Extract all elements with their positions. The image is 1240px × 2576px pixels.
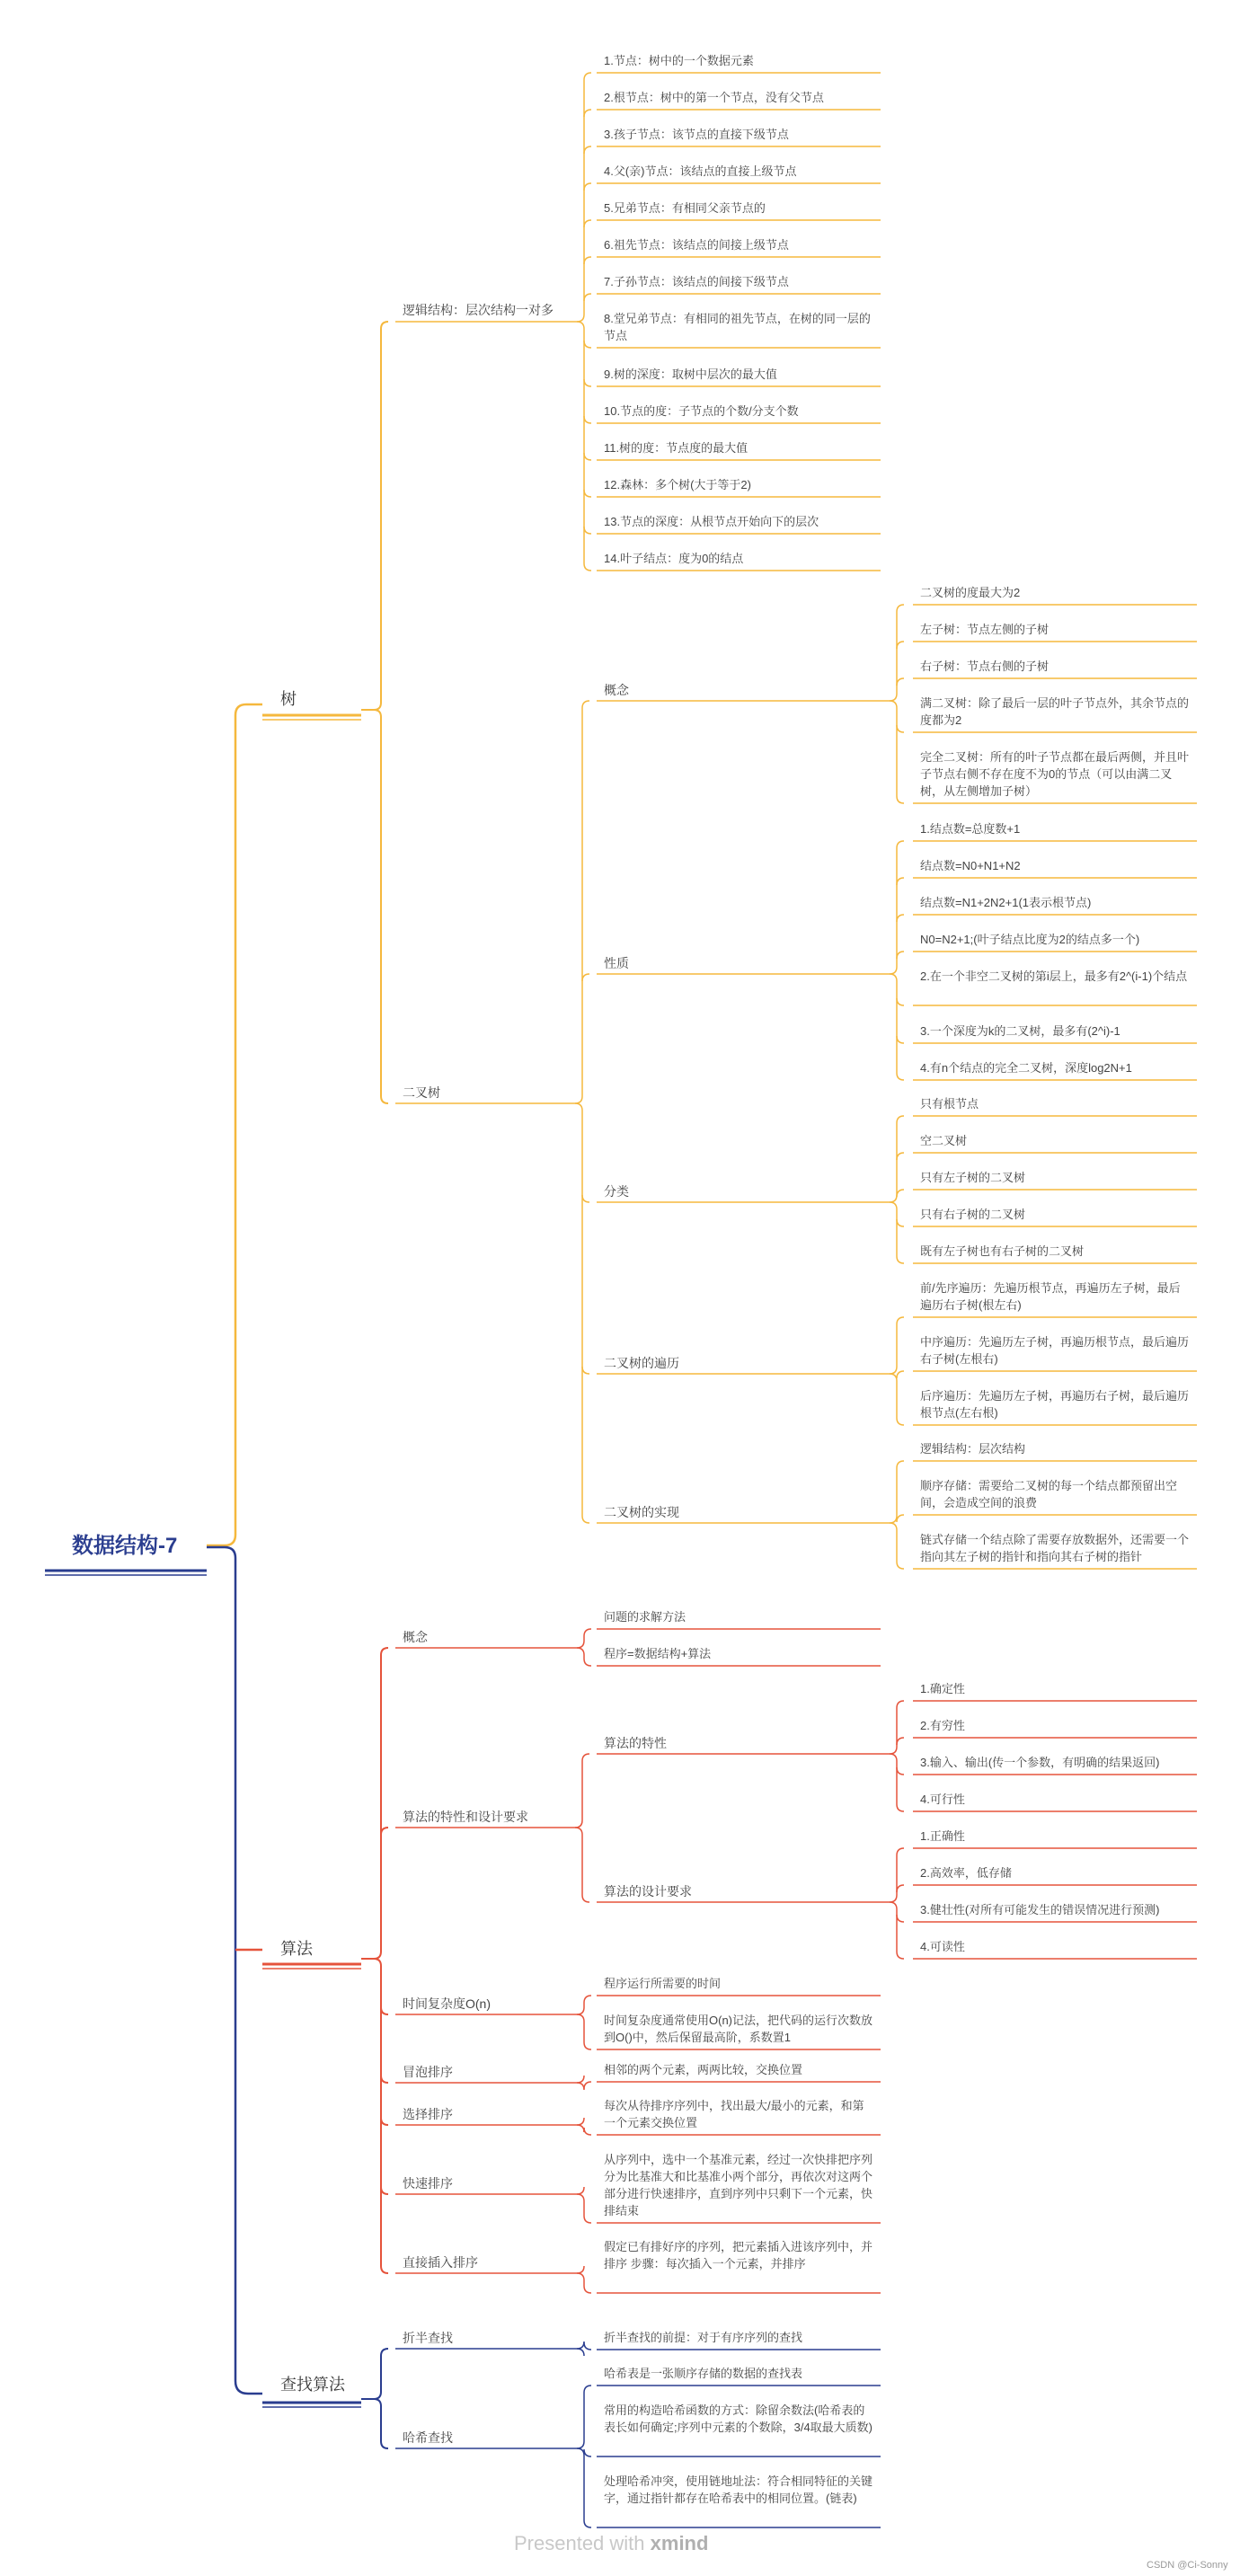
- connector-curve: [575, 1828, 582, 1835]
- leaf-item[interactable]: 顺序存储：需要给二叉树的每一个结点都预留出空间，会造成空间的浪费: [920, 1479, 1178, 1509]
- topic-binary-classify[interactable]: 分类: [604, 1184, 629, 1199]
- topic-tree[interactable]: 树: [280, 690, 297, 708]
- connector-curve: [381, 2007, 388, 2014]
- leaf-item[interactable]: 空二叉树: [920, 1134, 968, 1147]
- connector-curve: [881, 1516, 897, 1523]
- connector-curve: [897, 998, 904, 1005]
- leaf-item[interactable]: 满二叉树：除了最后一层的叶子节点外，其余节点的度都为2: [920, 696, 1190, 727]
- leaf-item[interactable]: 3.孩子节点：该节点的直接下级节点: [604, 128, 789, 141]
- leaf-item[interactable]: 3.输入、输出(传一个参数，有明确的结果返回): [920, 1756, 1160, 1769]
- connector-curve: [568, 1820, 582, 1828]
- leaf-item[interactable]: 2.根节点：树中的第一个节点，没有父节点: [604, 91, 824, 104]
- leaf-item[interactable]: 时间复杂度通常使用O(n)记法，把代码的运行次数放到O()中，然后保留最高阶，系数置1: [604, 2014, 873, 2044]
- connector-curve: [577, 2349, 584, 2356]
- connector-curve: [881, 1747, 897, 1754]
- connector-curve: [897, 841, 904, 848]
- connector-curve: [568, 2341, 584, 2349]
- leaf-item[interactable]: 前/先序遍历：先遍历根节点，再遍历左子树，最后遍历右子树(根左右): [920, 1281, 1181, 1312]
- leaf-item[interactable]: 6.祖先节点：该结点的间接上级节点: [604, 238, 789, 252]
- xmind-watermark: Presented with xmind: [514, 2532, 709, 2554]
- connector-curve: [897, 1073, 904, 1080]
- topic-binary-search[interactable]: 折半查找: [403, 2331, 453, 2345]
- leaf-item[interactable]: 4.可行性: [920, 1793, 965, 1806]
- connector-curve: [890, 1523, 897, 1530]
- connector-curve: [584, 341, 591, 348]
- connector-curve: [881, 694, 897, 701]
- connector-curve: [582, 1754, 589, 1761]
- connector-curve: [584, 416, 591, 423]
- connector-curve: [582, 1195, 589, 1202]
- leaf-item[interactable]: 2.在一个非空二叉树的第i层上，最多有2^(i-1)个结点: [920, 969, 1188, 983]
- connector-curve: [584, 1629, 591, 1636]
- connector-curve: [207, 704, 262, 1545]
- leaf-item[interactable]: 相邻的两个元素，两两比较，交换位置: [604, 2063, 803, 2076]
- connector-curve: [897, 952, 904, 959]
- connector-curve: [897, 1915, 904, 1922]
- connector-curve: [584, 2286, 591, 2293]
- connector-curve: [890, 1902, 897, 1909]
- connector-curve: [584, 110, 591, 117]
- topic-algo-quick[interactable]: 快速排序: [403, 2176, 453, 2191]
- leaf-item[interactable]: 逻辑结构：层次结构: [920, 1442, 1026, 1456]
- connector-curve: [584, 2128, 591, 2135]
- connector-curve: [584, 527, 591, 534]
- leaf-item[interactable]: 问题的求解方法: [604, 1610, 686, 1624]
- connector-curve: [361, 2392, 381, 2399]
- connector-curve: [374, 2399, 381, 2406]
- leaf-item[interactable]: 3.一个深度为k的二叉树，最多有(2^i)-1: [920, 1024, 1120, 1038]
- connector-curve: [890, 1202, 897, 1209]
- connector-curve: [584, 146, 591, 154]
- leaf-item[interactable]: 只有右子树的二叉树: [920, 1208, 1026, 1221]
- connector-curve: [897, 1952, 904, 1959]
- connector-curve: [584, 2042, 591, 2049]
- connector-curve: [381, 2076, 388, 2083]
- topic-algo-insert[interactable]: 直接插入排序: [403, 2255, 478, 2270]
- connector-curve: [568, 1641, 584, 1648]
- topic-algorithm[interactable]: 算法: [280, 1940, 313, 1958]
- leaf-item[interactable]: 中序遍历：先遍历左子树，再遍历根节点，最后遍历右子树(左根右): [920, 1335, 1190, 1366]
- topic-binary-tree[interactable]: 二叉树: [403, 1085, 440, 1100]
- leaf-item[interactable]: 结点数=N1+2N2+1(1表示根节点): [920, 896, 1092, 909]
- leaf-item[interactable]: 2.高效率，低存储: [920, 1866, 1012, 1880]
- leaf-item[interactable]: 常用的构造哈希函数的方式：除留余数法(哈希表的表长如何确定;序列中元素的个数除，3/4取最大质数): [604, 2403, 873, 2434]
- connector-curve: [897, 1219, 904, 1226]
- topic-algo-traits[interactable]: 算法的特性: [604, 1736, 667, 1750]
- connector-curve: [584, 2386, 591, 2393]
- connector-curve: [381, 2441, 388, 2448]
- leaf-item[interactable]: 4.有n个结点的完全二叉树，深度log2N+1: [920, 1061, 1132, 1075]
- connector-curve: [381, 2187, 388, 2194]
- connector-curve: [897, 1562, 904, 1569]
- topic-algo-design[interactable]: 算法的设计要求: [604, 1884, 692, 1899]
- connector-curve: [897, 1371, 904, 1378]
- connector-curve: [584, 490, 591, 497]
- connector-curve: [584, 379, 591, 386]
- topic-binary-concept[interactable]: 概念: [604, 683, 629, 697]
- leaf-item[interactable]: 完全二叉树：所有的叶子节点都在最后两侧，并且叶子节点右侧不存在度不为0的节点（可以由满二叉树，从左侧增加子树）: [920, 750, 1190, 798]
- connector-curve: [381, 322, 388, 329]
- connector-curve: [897, 1767, 904, 1775]
- topic-algo-feature[interactable]: 算法的特性和设计要求: [403, 1810, 528, 1824]
- connector-curve: [890, 1754, 897, 1761]
- connector-curve: [568, 2266, 584, 2273]
- leaf-item[interactable]: N0=N2+1;(叶子结点比度为2的结点多一个): [920, 933, 1140, 946]
- connector-curve: [897, 1738, 904, 1745]
- connector-curve: [568, 1096, 582, 1103]
- leaf-item[interactable]: 1.正确性: [920, 1829, 965, 1843]
- connector-curve: [897, 678, 904, 686]
- connector-curve: [890, 701, 897, 708]
- connector-curve: [584, 2342, 591, 2350]
- leaf-item[interactable]: 1.结点数=总度数+1: [920, 822, 1021, 836]
- topic-algo-select[interactable]: 选择排序: [403, 2107, 453, 2121]
- connector-curve: [897, 725, 904, 732]
- connector-curve: [897, 1804, 904, 1811]
- leaf-item[interactable]: 13.节点的深度：从根节点开始向下的层次: [604, 515, 819, 528]
- topic-binary-traverse[interactable]: 二叉树的遍历: [604, 1356, 679, 1370]
- leaf-item[interactable]: 9.树的深度：取树中层次的最大值: [604, 367, 777, 381]
- connector-curve: [577, 2194, 584, 2201]
- topic-binary-impl[interactable]: 二叉树的实现: [604, 1505, 679, 1519]
- connector-curve: [897, 915, 904, 922]
- leaf-item[interactable]: 1.节点：树中的一个数据元素: [604, 54, 754, 67]
- connector-curve: [582, 1516, 589, 1523]
- connector-curve: [577, 1648, 584, 1655]
- connector-curve: [584, 2082, 591, 2089]
- connector-curve: [582, 1367, 589, 1374]
- connector-curve: [584, 73, 591, 80]
- connector-curve: [897, 1036, 904, 1043]
- connector-curve: [381, 1648, 388, 1655]
- topic-algo-concept[interactable]: 概念: [403, 1630, 428, 1644]
- connector-curve: [897, 878, 904, 885]
- leaf-item[interactable]: 程序=数据结构+算法: [604, 1647, 712, 1660]
- connector-curve: [584, 220, 591, 227]
- leaf-item[interactable]: 8.堂兄弟节点：有相同的祖先节点，在树的同一层的节点: [604, 312, 871, 342]
- topic-binary-property[interactable]: 性质: [604, 956, 629, 970]
- leaf-item[interactable]: 11.树的度：节点度的最大值: [604, 441, 748, 455]
- connector-curve: [881, 967, 897, 974]
- connector-curve: [568, 2187, 584, 2194]
- leaf-item[interactable]: 5.兄弟节点：有相同父亲节点的: [604, 201, 766, 215]
- connector-curve: [881, 1195, 897, 1202]
- connector-curve: [381, 1828, 388, 1835]
- connector-curve: [897, 1190, 904, 1197]
- leaf-item[interactable]: 哈希表是一张顺序存储的数据的查找表: [604, 2367, 803, 2380]
- connector-curve: [381, 2349, 388, 2356]
- connector-curve: [897, 1885, 904, 1892]
- connector-curve: [381, 2266, 388, 2273]
- topic-algo-time[interactable]: 时间复杂度O(n): [403, 1996, 491, 2011]
- root-topic[interactable]: 数据结构-7: [72, 1534, 178, 1558]
- connector-curve: [568, 2076, 584, 2083]
- connector-curve: [584, 294, 591, 301]
- connector-curve: [577, 2273, 584, 2280]
- connector-curve: [582, 974, 589, 981]
- leaf-item[interactable]: 左子树：节点左侧的子树: [920, 623, 1050, 636]
- connector-curve: [568, 2441, 584, 2448]
- leaf-item[interactable]: 既有左子树也有右子树的二叉树: [920, 1244, 1085, 1258]
- connector-curve: [361, 703, 381, 710]
- connector-curve: [897, 1701, 904, 1708]
- connector-curve: [584, 2216, 591, 2223]
- leaf-item[interactable]: 假定已有排好序的序列，把元素插入进该序列中，并排序 步骤：每次插入一个元素，并排序: [604, 2240, 873, 2271]
- connector-curve: [897, 1116, 904, 1123]
- leaf-item[interactable]: 7.子孙节点：该结点的间接下级节点: [604, 275, 789, 288]
- connector-curve: [374, 1959, 381, 1966]
- connector-curve: [577, 2014, 584, 2022]
- connector-curve: [568, 2118, 584, 2125]
- connector-curve: [897, 1848, 904, 1855]
- connector-curve: [584, 257, 591, 264]
- connector-curve: [577, 2125, 584, 2132]
- connector-curve: [584, 453, 591, 460]
- connector-curve: [897, 1317, 904, 1324]
- leaf-item[interactable]: 14.叶子结点：度为0的结点: [604, 552, 744, 565]
- leaf-item[interactable]: 3.健壮性(对所有可能发生的错误情况进行预测): [920, 1903, 1160, 1917]
- connector-curve: [577, 322, 584, 329]
- connector-curve: [207, 1547, 262, 2394]
- connector-curve: [584, 2449, 591, 2456]
- connector-curve: [890, 1374, 897, 1381]
- leaf-item[interactable]: 后序遍历：先遍历左子树，再遍历右子树，最后遍历根节点(左右根): [920, 1389, 1190, 1420]
- leaf-item[interactable]: 链式存储一个结点除了需要存放数据外，还需要一个指向其左子树的指针和指向其右子树的指针: [920, 1533, 1190, 1563]
- leaf-item[interactable]: 4.父(亲)节点：该结点的直接上级节点: [604, 164, 797, 178]
- connector-curve: [582, 701, 589, 708]
- leaf-item[interactable]: 只有左子树的二叉树: [920, 1171, 1026, 1184]
- connector-curve: [381, 1096, 388, 1103]
- leaf-item[interactable]: 10.节点的度：子节点的个数/分支个数: [604, 404, 799, 418]
- leaf-item[interactable]: 每次从待排序序列中，找出最大/最小的元素，和第一个元素交换位置: [604, 2099, 864, 2129]
- connector-curve: [575, 1103, 582, 1111]
- leaf-item[interactable]: 2.有穷性: [920, 1719, 965, 1732]
- leaf-item[interactable]: 结点数=N0+N1+N2: [920, 859, 1021, 872]
- connector-curve: [897, 1256, 904, 1263]
- leaf-item[interactable]: 处理哈希冲突，使用链地址法：符合相同特征的关键字，通过指针都存在哈希表中的相同位置。(链表): [604, 2474, 873, 2505]
- connector-curve: [897, 1461, 904, 1468]
- leaf-item[interactable]: 二叉树的度最大为2: [920, 586, 1021, 599]
- connector-curve: [568, 2007, 584, 2014]
- connector-curve: [584, 563, 591, 571]
- connector-curve: [568, 314, 584, 322]
- connector-curve: [584, 183, 591, 190]
- topic-search[interactable]: 查找算法: [280, 2376, 345, 2394]
- connector-curve: [584, 1659, 591, 1666]
- leaf-item[interactable]: 从序列中，选中一个基准元素，经过一次快排把序列分为比基准大和比基准小两个部分，再依次对这两个部分进行快速排序，直到序列中只剩下一个元素，快排结束: [604, 2153, 873, 2217]
- leaf-item[interactable]: 4.可读性: [920, 1940, 965, 1953]
- connector-curve: [584, 1996, 591, 2003]
- leaf-item[interactable]: 12.森林：多个树(大于等于2): [604, 478, 751, 491]
- connector-curve: [381, 2118, 388, 2125]
- leaf-item[interactable]: 程序运行所需要的时间: [604, 1977, 722, 1990]
- connector-curve: [577, 2448, 584, 2456]
- connector-curve: [897, 605, 904, 612]
- leaf-item[interactable]: 1.确定性: [920, 1682, 965, 1695]
- connector-curve: [881, 1367, 897, 1374]
- topic-hash-search[interactable]: 哈希查找: [403, 2430, 453, 2445]
- topic-logic-structure[interactable]: 逻辑结构：层次结构一对多: [403, 303, 554, 317]
- connector-curve: [897, 1418, 904, 1425]
- connector-curve: [897, 1515, 904, 1522]
- connector-curve: [890, 974, 897, 981]
- leaf-item[interactable]: 右子树：节点右侧的子树: [920, 659, 1050, 673]
- connector-curve: [582, 1895, 589, 1902]
- connector-curve: [897, 1153, 904, 1160]
- connector-curve: [897, 642, 904, 649]
- leaf-item[interactable]: 只有根节点: [920, 1097, 979, 1111]
- csdn-credit: CSDN @Ci-Sonny: [1147, 2560, 1228, 2571]
- connector-curve: [577, 2083, 584, 2090]
- connector-curve: [584, 2520, 591, 2527]
- topic-algo-bubble[interactable]: 冒泡排序: [403, 2065, 453, 2079]
- connector-curve: [897, 796, 904, 803]
- connector-curve: [881, 1895, 897, 1902]
- connector-curve: [361, 1952, 381, 1959]
- connector-curve: [374, 710, 381, 717]
- leaf-item[interactable]: 折半查找的前提：对于有序序列的查找: [604, 2331, 803, 2344]
